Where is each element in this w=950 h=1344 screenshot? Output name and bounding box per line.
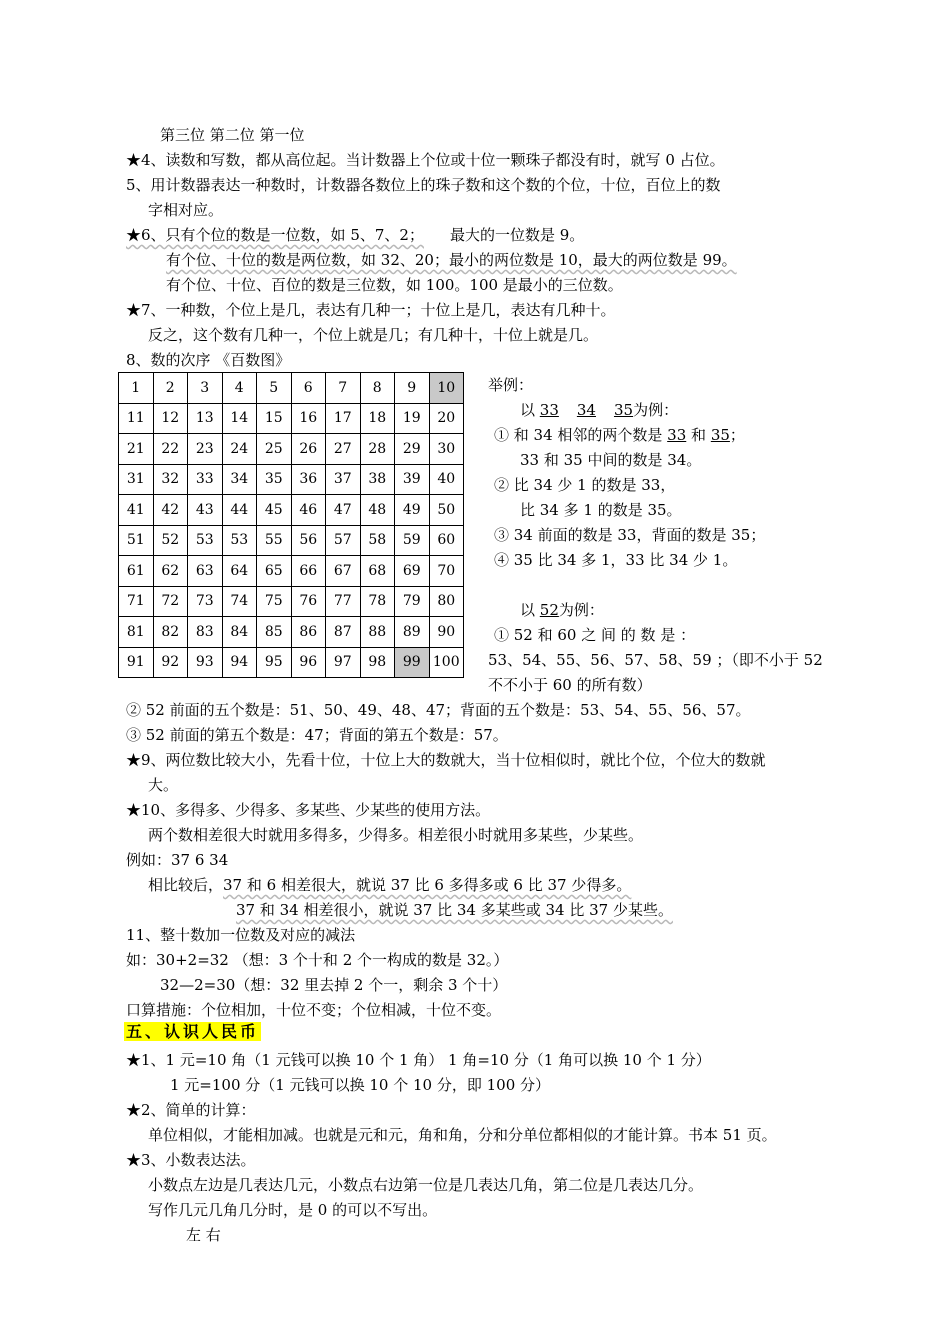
chart-cell: 83 — [188, 617, 223, 648]
example-suffix: 为例： — [633, 401, 679, 419]
example-52-label: 以 — [520, 601, 540, 619]
point-7: ★7、一种数，个位上是几，表达有几种一；十位上是几，表达有几种十。 — [126, 301, 616, 319]
chart-cell: 37 — [326, 464, 361, 495]
chart-cell: 49 — [395, 495, 430, 526]
example-52-between: ① 52 和 60 之 间 的 数 是 ： — [494, 626, 696, 644]
chart-cell: 72 — [153, 586, 188, 617]
chart-cell: 52 — [153, 525, 188, 556]
point-6-text: ★6、只有个位的数是一位数，如 5、7、2； — [126, 226, 424, 244]
chart-cell: 97 — [326, 647, 361, 678]
chart-cell: 79 — [395, 586, 430, 617]
rmb-1-cont: 1 元=100 分（1 元钱可以换 10 个 10 分，即 100 分） — [170, 1076, 551, 1094]
chart-cell: 98 — [360, 647, 395, 678]
chart-cell: 28 — [360, 434, 395, 465]
chart-cell: 39 — [395, 464, 430, 495]
chart-cell: 62 — [153, 556, 188, 587]
chart-cell: 24 — [222, 434, 257, 465]
chart-cell: 12 — [153, 403, 188, 434]
hundred-chart — [118, 372, 464, 678]
chart-cell: 42 — [153, 495, 188, 526]
point-9: ★9、两位数比较大小，先看十位，十位上大的数就大，当十位相似时，就比个位，个位大的数就 — [126, 751, 766, 769]
chart-cell: 64 — [222, 556, 257, 587]
point-6-two-digit-text: 有个位、十位的数是两位数，如 32、20；最小的两位数是 10，最大的两位数是 99。 — [166, 251, 737, 269]
chart-cell: 99 — [395, 647, 430, 678]
chart-cell: 38 — [360, 464, 395, 495]
chart-cell: 81 — [119, 617, 154, 648]
chart-row — [119, 525, 464, 556]
place-value-headings: 第三位 第二位 第一位 — [160, 126, 305, 144]
example-52 — [520, 599, 604, 621]
chart-cell: 68 — [360, 556, 395, 587]
chart-row — [119, 464, 464, 495]
rmb-2: ★2、简单的计算： — [126, 1101, 256, 1119]
chart-cell: 77 — [326, 586, 361, 617]
chart-cell: 40 — [429, 464, 464, 495]
chart-cell: 21 — [119, 434, 154, 465]
point-5: 5、用计数器表达一种数时，计数器各数位上的珠子数和这个数的个位，十位，百位上的数 — [126, 176, 721, 194]
chart-cell: 30 — [429, 434, 464, 465]
chart-cell: 6 — [291, 373, 326, 404]
chart-cell: 10 — [429, 373, 464, 404]
chart-cell: 51 — [119, 525, 154, 556]
chart-row — [119, 495, 464, 526]
chart-cell: 84 — [222, 617, 257, 648]
example-52-list: 53、54、55、56、57、58、59 ；（即不小于 52 — [488, 651, 823, 669]
chart-cell: 7 — [326, 373, 361, 404]
chart-cell: 86 — [291, 617, 326, 648]
chart-cell: 90 — [429, 617, 464, 648]
chart-cell: 76 — [291, 586, 326, 617]
rmb-1: ★1、1 元=10 角（1 元钱可以换 10 个 1 角） 1 角=10 分（1 角可以换 10 个 1 分） — [126, 1051, 711, 1069]
chart-cell: 27 — [326, 434, 361, 465]
num-34: 34 — [576, 401, 596, 419]
chart-cell: 14 — [222, 403, 257, 434]
chart-cell: 53 — [188, 525, 223, 556]
chart-cell: 19 — [395, 403, 430, 434]
point-10-large-diff — [148, 874, 631, 896]
rmb-3-note: 写作几元几角几分时，是 0 的可以不写出。 — [148, 1201, 438, 1219]
section-5-heading — [124, 1021, 261, 1043]
chart-cell: 58 — [360, 525, 395, 556]
point-11-add: 如：30+2=32 （想：3 个十和 2 个一构成的数是 32。） — [126, 951, 509, 969]
chart-cell: 92 — [153, 647, 188, 678]
point-4: ★4、读数和写数，都从高位起。当计数器上个位或十位一颗珠子都没有时，就写 0 占位。 — [126, 151, 725, 169]
chart-cell: 47 — [326, 495, 361, 526]
point-10-example: 例如：37 6 34 — [126, 851, 229, 869]
point-6-two-digit — [166, 249, 737, 271]
rmb-3-rule: 小数点左边是几表达几元，小数点右边第一位是几表达几角，第二位是几表达几分。 — [148, 1176, 704, 1194]
chart-cell: 4 — [222, 373, 257, 404]
section-5-title: 五、认识人民币 — [126, 1022, 260, 1041]
rmb-3: ★3、小数表达法。 — [126, 1151, 256, 1169]
point-8-3: ③ 52 前面的第五个数是：47；背面的第五个数是：57。 — [126, 726, 508, 744]
example-compare: ④ 35 比 34 多 1，33 比 34 少 1。 — [494, 551, 738, 569]
chart-cell: 22 — [153, 434, 188, 465]
point-7-cont: 反之，这个数有几种一，个位上就是几；有几种十，十位上就是几。 — [148, 326, 599, 344]
neighbors-and: 和 — [686, 426, 711, 444]
chart-cell: 15 — [257, 403, 292, 434]
chart-cell: 13 — [188, 403, 223, 434]
chart-cell: 60 — [429, 525, 464, 556]
chart-cell: 50 — [429, 495, 464, 526]
chart-cell: 66 — [291, 556, 326, 587]
left-right-labels: 左 右 — [186, 1226, 221, 1244]
chart-cell: 46 — [291, 495, 326, 526]
chart-cell: 5 — [257, 373, 292, 404]
chart-cell: 3 — [188, 373, 223, 404]
chart-cell: 74 — [222, 586, 257, 617]
chart-cell: 93 — [188, 647, 223, 678]
compare-prefix: 相比较后， — [148, 876, 224, 894]
chart-cell: 70 — [429, 556, 464, 587]
chart-cell: 59 — [395, 525, 430, 556]
neighbor-35: 35 — [710, 426, 730, 444]
chart-cell: 75 — [257, 586, 292, 617]
chart-cell: 63 — [188, 556, 223, 587]
chart-row — [119, 586, 464, 617]
point-9-cont: 大。 — [148, 776, 179, 794]
chart-cell: 45 — [257, 495, 292, 526]
chart-cell: 31 — [119, 464, 154, 495]
point-10-rule: 两个数相差很大时就用多得多，少得多。相差很小时就用多某些，少某些。 — [148, 826, 644, 844]
point-10-small-diff — [236, 899, 673, 921]
chart-cell: 67 — [326, 556, 361, 587]
chart-cell: 29 — [395, 434, 430, 465]
example-less-one: ② 比 34 少 1 的数是 33， — [494, 476, 676, 494]
point-6-max: 最大的一位数是 9。 — [449, 226, 585, 244]
chart-cell: 44 — [222, 495, 257, 526]
chart-cell: 11 — [119, 403, 154, 434]
chart-cell: 48 — [360, 495, 395, 526]
chart-cell: 8 — [360, 373, 395, 404]
chart-cell: 89 — [395, 617, 430, 648]
chart-cell: 1 — [119, 373, 154, 404]
example-52-suffix: 为例： — [558, 601, 604, 619]
example-52-note: 不不小于 60 的所有数） — [488, 676, 652, 694]
chart-cell: 43 — [188, 495, 223, 526]
chart-row — [119, 373, 464, 404]
neighbors-text: ① 和 34 相邻的两个数是 — [494, 426, 668, 444]
chart-cell: 16 — [291, 403, 326, 434]
chart-cell: 80 — [429, 586, 464, 617]
chart-cell: 82 — [153, 617, 188, 648]
neighbors-end: ； — [729, 426, 745, 444]
point-6-three-digit: 有个位、十位、百位的数是三位数，如 100。100 是最小的三位数。 — [166, 276, 623, 294]
chart-cell: 69 — [395, 556, 430, 587]
chart-row — [119, 617, 464, 648]
chart-cell: 85 — [257, 617, 292, 648]
large-diff-text: 37 和 6 相差很大，就说 37 比 6 多得多或 6 比 37 少得多。 — [223, 876, 632, 894]
chart-cell: 18 — [360, 403, 395, 434]
example-33-34-35 — [520, 399, 678, 421]
chart-cell: 61 — [119, 556, 154, 587]
point-11-sub: 32—2=30（想：32 里去掉 2 个一，剩余 3 个十） — [160, 976, 508, 994]
chart-cell: 65 — [257, 556, 292, 587]
num-33: 33 — [539, 401, 559, 419]
chart-cell: 33 — [188, 464, 223, 495]
example-label: 以 — [520, 401, 540, 419]
point-10: ★10、多得多、少得多、多某些、少某些的使用方法。 — [126, 801, 491, 819]
num-35: 35 — [613, 401, 634, 419]
point-6 — [126, 224, 584, 246]
chart-row — [119, 434, 464, 465]
chart-cell: 88 — [360, 617, 395, 648]
example-more-one: 比 34 多 1 的数是 35。 — [520, 501, 682, 519]
chart-cell: 96 — [291, 647, 326, 678]
chart-cell: 53 — [222, 525, 257, 556]
chart-cell: 41 — [119, 495, 154, 526]
chart-cell: 100 — [429, 647, 464, 678]
chart-row — [119, 556, 464, 587]
chart-cell: 25 — [257, 434, 292, 465]
chart-cell: 95 — [257, 647, 292, 678]
example-between: 33 和 35 中间的数是 34。 — [520, 451, 702, 469]
chart-cell: 78 — [360, 586, 395, 617]
mental-math-rule: 口算措施：个位相加，十位不变；个位相减，十位不变。 — [126, 1001, 502, 1019]
rmb-2-rule: 单位相似，才能相加减。也就是元和元，角和角，分和分单位都相似的才能计算。书本 51 页。 — [148, 1126, 777, 1144]
chart-cell: 26 — [291, 434, 326, 465]
chart-cell: 9 — [395, 373, 430, 404]
chart-cell: 71 — [119, 586, 154, 617]
chart-cell: 56 — [291, 525, 326, 556]
chart-cell: 36 — [291, 464, 326, 495]
small-diff-text: 37 和 34 相差很小，就说 37 比 34 多某些或 34 比 37 少某些。 — [236, 901, 673, 919]
chart-cell: 91 — [119, 647, 154, 678]
chart-cell: 32 — [153, 464, 188, 495]
chart-row — [119, 403, 464, 434]
neighbor-33: 33 — [667, 426, 687, 444]
chart-row — [119, 647, 464, 678]
chart-cell: 17 — [326, 403, 361, 434]
chart-cell: 55 — [257, 525, 292, 556]
chart-cell: 35 — [257, 464, 292, 495]
chart-cell: 20 — [429, 403, 464, 434]
chart-cell: 57 — [326, 525, 361, 556]
point-8-heading: 8、数的次序 《百数图》 — [126, 351, 291, 369]
point-11: 11、整十数加一位数及对应的减法 — [126, 926, 356, 944]
chart-cell: 2 — [153, 373, 188, 404]
point-8-2: ② 52 前面的五个数是：51、50、49、48、47；背面的五个数是：53、54、55、56、57。 — [126, 701, 751, 719]
chart-cell: 94 — [222, 647, 257, 678]
examples-heading: 举例： — [488, 376, 534, 394]
num-52: 52 — [539, 601, 559, 619]
chart-cell: 23 — [188, 434, 223, 465]
example-neighbors — [494, 424, 745, 446]
example-before-after: ③ 34 前面的数是 33，背面的数是 35； — [494, 526, 766, 544]
point-5-cont: 字相对应。 — [148, 201, 224, 219]
chart-cell: 34 — [222, 464, 257, 495]
chart-cell: 73 — [188, 586, 223, 617]
chart-cell: 87 — [326, 617, 361, 648]
